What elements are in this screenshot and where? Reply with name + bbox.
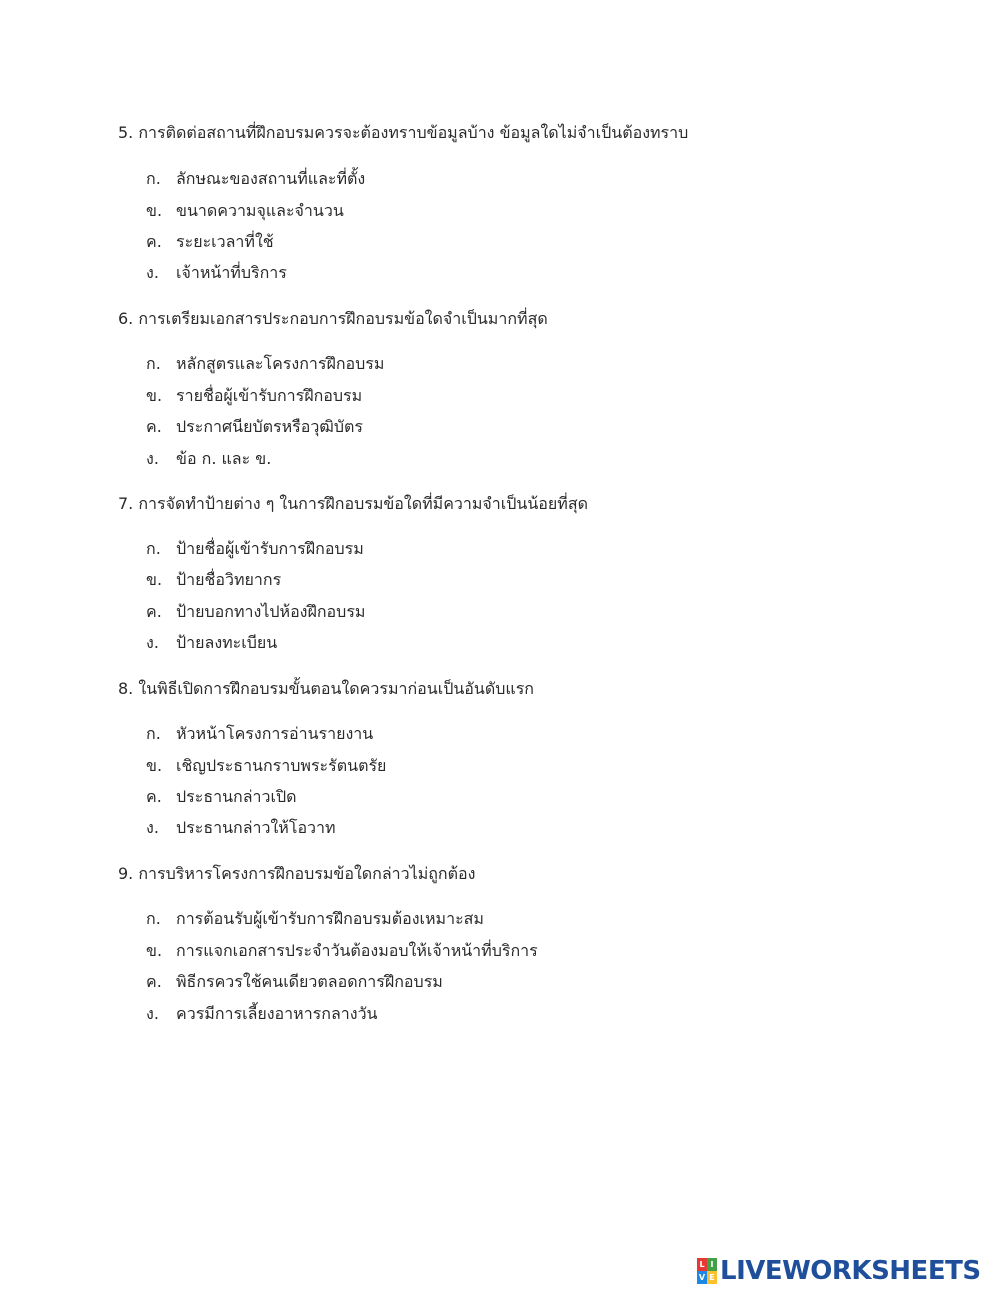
brand-name: LIVEWORKSHEETS (720, 1256, 981, 1286)
question-9-option-c[interactable] (146, 971, 443, 993)
logo-letter: I (707, 1258, 717, 1271)
liveworksheets-brand (697, 1256, 981, 1286)
option-letter: ข. (146, 386, 163, 405)
question-7-option-a[interactable] (146, 538, 364, 560)
option-letter: ง. (146, 1004, 159, 1023)
question-9-option-a[interactable] (146, 908, 484, 930)
logo-letter: E (707, 1271, 717, 1284)
option-letter: ง. (146, 449, 159, 468)
option-letter: ก. (146, 354, 161, 373)
question-8-option-d[interactable] (146, 817, 336, 839)
option-text: ป้ายชื่อผู้เข้ารับการฝึกอบรม (176, 539, 364, 558)
option-text: ประกาศนียบัตรหรือวุฒิบัตร (176, 417, 363, 436)
question-7-option-d[interactable] (146, 632, 277, 654)
option-text: หลักสูตรและโครงการฝึกอบรม (176, 354, 385, 373)
option-text: เจ้าหน้าที่บริการ (176, 263, 287, 282)
option-letter: ข. (146, 201, 163, 220)
question-9-option-d[interactable] (146, 1003, 377, 1025)
option-letter: ข. (146, 941, 163, 960)
question-8-option-b[interactable] (146, 755, 386, 777)
option-text: ขนาดความจุและจำนวน (176, 201, 344, 220)
option-letter: ค. (146, 417, 162, 436)
question-5-option-d[interactable] (146, 262, 287, 284)
option-letter: ค. (146, 972, 162, 991)
option-text: ข้อ ก. และ ข. (176, 449, 272, 468)
question-5-option-b[interactable] (146, 200, 344, 222)
question-6-option-d[interactable] (146, 448, 271, 470)
question-7-option-c[interactable] (146, 601, 365, 623)
option-letter: ค. (146, 232, 162, 251)
option-letter: ข. (146, 756, 163, 775)
option-text: ลักษณะของสถานที่และที่ตั้ง (176, 169, 366, 188)
option-letter: ก. (146, 724, 161, 743)
question-5-option-a[interactable] (146, 168, 365, 190)
option-text: หัวหน้าโครงการอ่านรายงาน (176, 724, 374, 743)
question-8: 8. ในพิธีเปิดการฝึกอบรมขั้นตอนใดควรมาก่อนเป็นอันดับแรก (118, 679, 534, 698)
question-6-option-a[interactable] (146, 353, 384, 375)
liveworksheets-logo-icon (697, 1258, 717, 1284)
option-letter: ก. (146, 909, 161, 928)
option-text: ควรมีการเลี้ยงอาหารกลางวัน (176, 1004, 378, 1023)
question-6: 6. การเตรียมเอกสารประกอบการฝึกอบรมข้อใดจำเป็นมากที่สุด (118, 309, 548, 328)
option-letter: ค. (146, 787, 162, 806)
question-6-option-b[interactable] (146, 385, 362, 407)
logo-letter: V (698, 1273, 706, 1282)
option-letter: ง. (146, 633, 159, 652)
option-letter: ก. (146, 539, 161, 558)
option-text: ป้ายชื่อวิทยากร (176, 570, 282, 589)
option-letter: ก. (146, 169, 161, 188)
option-text: พิธีกรควรใช้คนเดียวตลอดการฝึกอบรม (176, 972, 443, 991)
question-5: 5. การติดต่อสถานที่ฝึกอบรมควรจะต้องทราบข้อมูลบ้าง ข้อมูลใดไม่จำเป็นต้องทราบ (118, 123, 689, 142)
option-text: ป้ายลงทะเบียน (176, 633, 278, 652)
option-text: ประธานกล่าวให้โอวาท (176, 818, 336, 837)
question-9: 9. การบริหารโครงการฝึกอบรมข้อใดกล่าวไม่ถูกต้อง (118, 864, 476, 883)
option-text: เชิญประธานกราบพระรัตนตรัย (176, 756, 387, 775)
option-letter: ข. (146, 570, 163, 589)
option-letter: ค. (146, 602, 162, 621)
question-7: 7. การจัดทำป้ายต่าง ๆ ในการฝึกอบรมข้อใดที่มีความจำเป็นน้อยที่สุด (118, 494, 588, 513)
option-letter: ง. (146, 263, 159, 282)
question-8-option-a[interactable] (146, 723, 373, 745)
question-7-option-b[interactable] (146, 569, 281, 591)
question-8-option-c[interactable] (146, 786, 297, 808)
option-text: ป้ายบอกทางไปห้องฝึกอบรม (176, 602, 366, 621)
logo-letter: L (697, 1258, 707, 1271)
option-letter: ง. (146, 818, 159, 837)
option-text: ประธานกล่าวเปิด (176, 787, 297, 806)
question-6-option-c[interactable] (146, 416, 363, 438)
question-9-option-b[interactable] (146, 940, 538, 962)
option-text: การแจกเอกสารประจำวันต้องมอบให้เจ้าหน้าที่บริการ (176, 941, 538, 960)
option-text: ระยะเวลาที่ใช้ (176, 232, 274, 251)
option-text: รายชื่อผู้เข้ารับการฝึกอบรม (176, 386, 363, 405)
question-5-option-c[interactable] (146, 231, 274, 253)
option-text: การต้อนรับผู้เข้ารับการฝึกอบรมต้องเหมาะสม (176, 909, 484, 928)
